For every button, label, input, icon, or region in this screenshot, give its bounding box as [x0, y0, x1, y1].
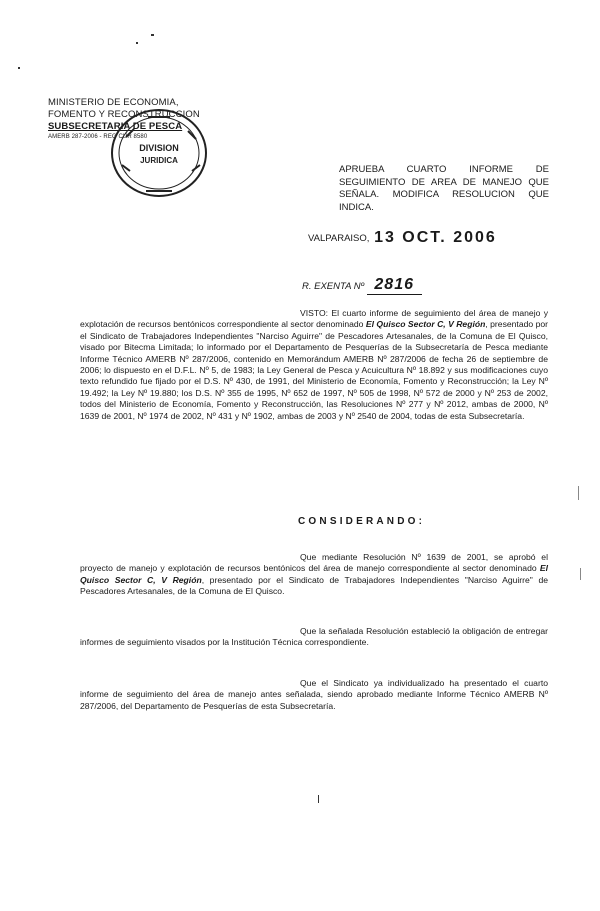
considerando-paragraph-1	[80, 552, 548, 598]
visto-text-1: El cuarto informe de seguimiento del área de manejo y explotación de recursos bentónicos correspondiente al sector denominado	[80, 308, 548, 330]
resolution-number-value: 2816	[367, 276, 422, 295]
title-line-2: SEGUIMIENTO DE AREA DE MANEJO QUE	[339, 176, 549, 188]
resolution-number	[302, 276, 422, 295]
visto-paragraph	[80, 308, 548, 422]
city-label: VALPARAISO,	[308, 233, 370, 244]
seal-center-line-2: JURIDICA	[140, 156, 178, 165]
considerando-paragraph-2: Que la señalada Resolución estableció la obligación de entregar informes de seguimiento visados por la Institución Técnica correspondiente.	[80, 626, 548, 648]
resolution-title	[339, 164, 549, 214]
reference-code: AMERB 287-2006 - REG CUR 8580	[48, 134, 148, 140]
ministry-line-2: FOMENTO Y RECONSTRUCCION	[48, 109, 200, 120]
official-stamp-seal	[108, 107, 210, 199]
considerando-1-text-b: , presentado por el Sindicato de Trabajadores Independientes "Narciso Aguirre" de Pescadores Artesanales, de la Comuna de El Quisco.	[80, 574, 548, 597]
scan-speck	[151, 34, 154, 36]
considerando-1-text-a: Que mediante Resolución Nº 1639 de 2001, se aprobó el proyecto de manejo y explotación de recursos bentónicos del área de manejo correspondiente al sector denominado	[80, 552, 548, 574]
title-line-1: APRUEBA CUARTO INFORME DE	[339, 164, 549, 175]
title-line-3: SEÑALA. MODIFICA RESOLUCION QUE INDICA.	[339, 189, 549, 213]
visto-place: El Quisco Sector C, V Región	[365, 319, 486, 330]
considerando-heading: CONSIDERANDO:	[298, 516, 426, 527]
place-date	[308, 228, 497, 246]
visto-lead: VISTO:	[300, 308, 329, 318]
date-stamp: 13 OCT. 2006	[374, 229, 497, 246]
scan-speck	[580, 568, 581, 580]
considerando-1-place: El Quisco Sector C, V Región	[80, 563, 548, 585]
scan-speck	[578, 486, 579, 500]
subsecretaria-line: SUBSECRETARIA DE PESCA	[48, 121, 183, 132]
scan-speck	[18, 67, 20, 69]
ministry-line-1: MINISTERIO DE ECONOMIA,	[48, 97, 179, 108]
considerando-paragraph-3: Que el Sindicato ya individualizado ha presentado el cuarto informe de seguimiento del área de manejo antes señalada, siendo aprobado mediante Informe Técnico AMERB Nº 287/2006, del Departamento de Pesquerías de esta Subsecretaría.	[80, 678, 548, 711]
resolution-label: R. EXENTA Nº	[302, 281, 365, 292]
scan-speck	[136, 42, 138, 44]
seal-center-line-1: DIVISION	[139, 143, 179, 153]
scan-speck	[318, 795, 319, 803]
visto-text-2: , presentado por el Sindicato de Trabajadores Independientes "Narciso Aguirre" de Pescadores Artesanales, de la Comuna de El Quisco, visado por Bitecma Limitada; lo informado por el Departamento de Pesquerías de la Subsecretaría de Pesca mediante Informe Técnico AMERB Nº 287/2006, contenido en Memorándum AMERB Nº 287/2006 de fecha 26 de septiembre de 2006; lo dispuesto en el D.F.L. Nº 5, de 1983; la Ley General de Pesca y Acuicultura Nº 18.892 y sus modificaciones cuyo texto refundido fue fijado por el D.S. Nº 430, de 1991, del Ministerio de Economía, Fomento y Reconstrucción; la Ley Nº 19.492; la Ley Nº 19.880; los D.S. Nº 355 de 1995, Nº 652 de 1997, Nº 505 de 1998, Nº 572 de 2000 y Nº 253 de 2002, todos del Ministerio de Economía, Fomento y Reconstrucción, las Resoluciones Nº 277 y Nº 2012, ambas de 2000, Nº 1639 de 2001, Nº 1974 de 2002, Nº 431 y Nº 1902, ambas de 2003 y Nº 2540 de 2004, todas de esta Subsecretaría.	[80, 319, 548, 421]
